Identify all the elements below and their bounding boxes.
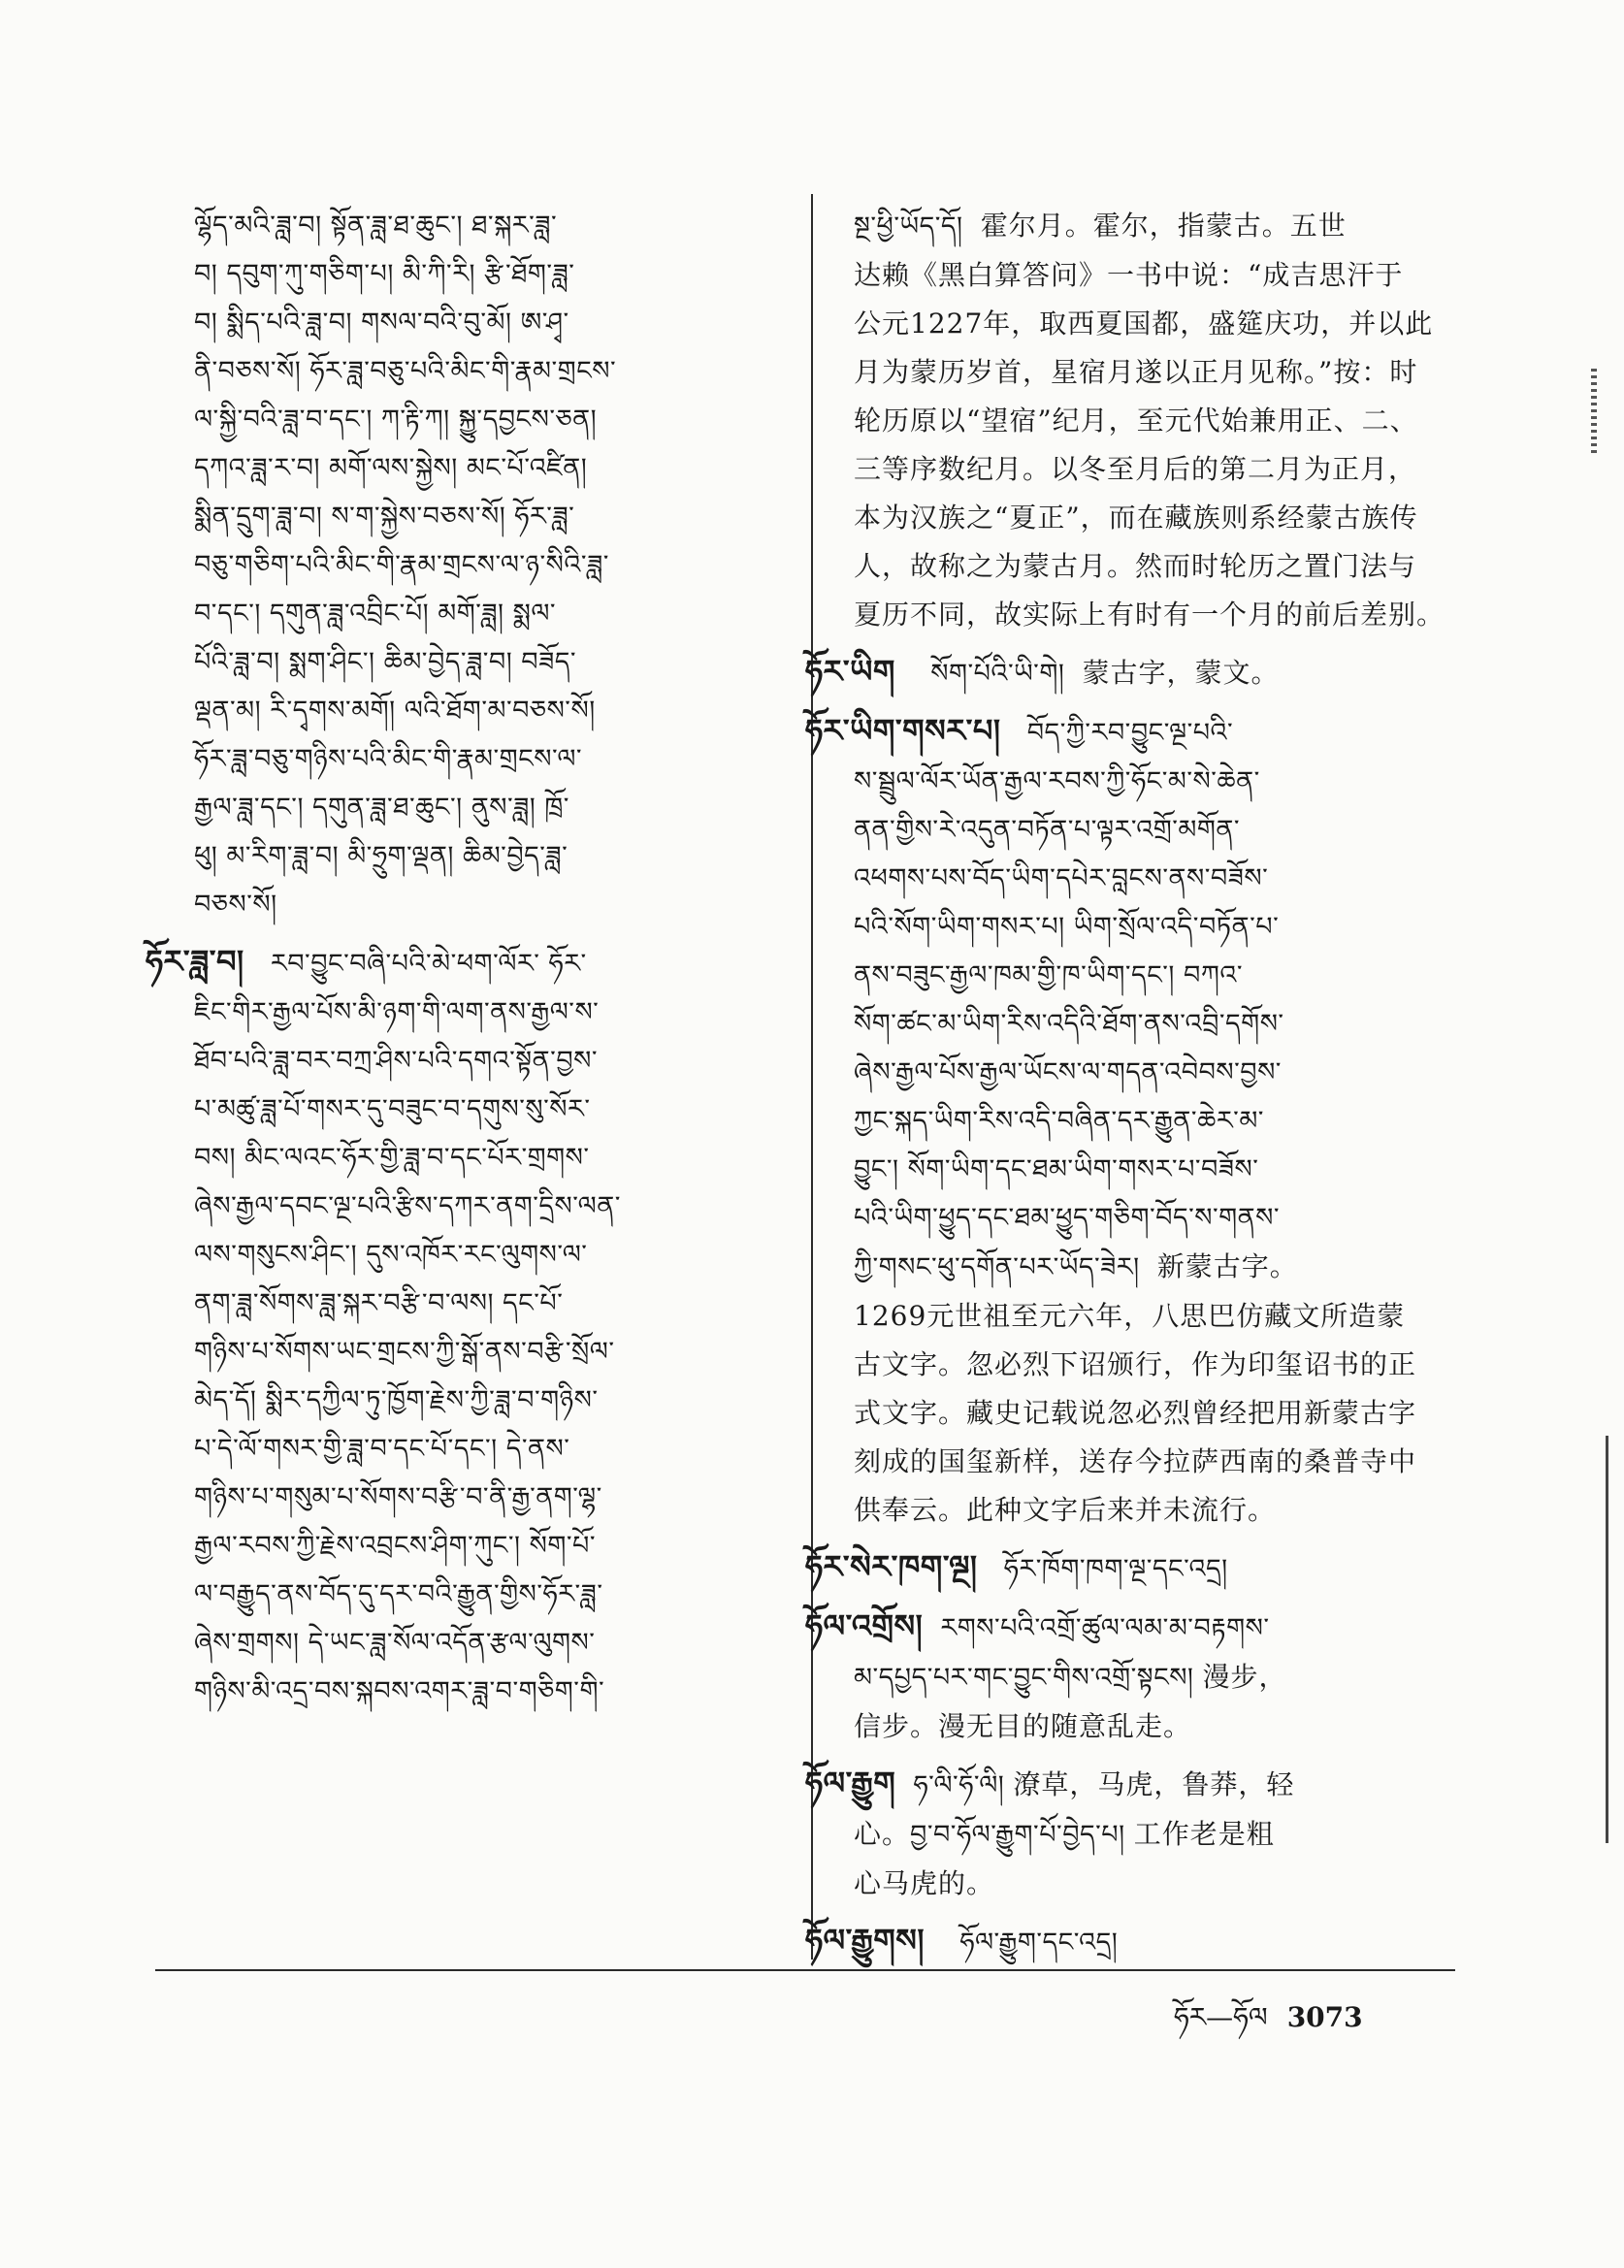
- entry-hor-zla-ba-continued: སྔ་ཕྱི་ཡོད་དོ། 霍尔月。霍尔，指蒙古。五世 达赖《黑白算答问》一书中说：“成吉思汗于 公元1227年，取西夏国都，盛筵庆功，并以此 月为蒙历岁首，星宿月遂以正月见称。”按：时 轮历原以“望宿”纪月，至元代始兼用正、二、 三等序数纪月。以冬至月后的第二月为正月， 本为汉族之“夏正”，而在藏族则系经蒙古族传 人，故称之为蒙古月。然而时轮历之置门法与 夏历不同，故实际上有时有一个月的前后差别。: [854, 210, 1445, 631]
- headword: ཧོར་ཟླ་བ།: [146, 943, 244, 980]
- headword: ཧོར་ཡིག: [805, 653, 895, 690]
- left-column: [146, 202, 796, 1724]
- headword: ཧོར་ཡིག་གསར་པ།: [805, 712, 1001, 749]
- entry-range: ཧོར—ཧོལ: [1174, 2001, 1268, 2033]
- headword: ཧོལ་རྒྱུག: [805, 1765, 896, 1801]
- right-column: [805, 202, 1475, 1975]
- entry-hor-yig-gsar-pa: ཧོར་ཡིག་གསར་པ། བོད་ཀྱི་རབ་བྱུང་ལྔ་པའི་ ས་སྦྲུལ་ལོར་ཡོན་རྒྱལ་རབས་ཀྱི་ཧོང་མ་སེ་ཆེན་ ནན་གྱིས་རེ་འདུན་བཏོན་པ་ལྟར་འགྲོ་མགོན་ འཕགས་པས་བོད་ཡིག་དཔེར་བླངས་ནས་བཟོས་ པའི་སོག་ཡིག་གསར་པ། ཡིག་སྲོལ་འདི་བཏོན་པ་ ནས་བཟུང་རྒྱལ་ཁམ་གྱི་ཁ་ཡིག་དང་། བཀའ་ སོག་ཚང་མ་ཡིག་རིས་འདིའི་ཐོག་ནས་འབྲི་དགོས་ ཞེས་རྒྱལ་པོས་རྒྱལ་ཡོངས་ལ་གདན་འབེབས་བྱས་ ཀྱང་སྐད་ཡིག་རིས་འདི་བཞིན་དར་རྒྱུན་ཆེར་མ་ བྱུང་། སོག་ཡིག་དང་ཐམ་ཡིག་གསར་པ་བཟོས་ པའི་ཡིག་ཕྱུད་དང་ཐམ་ཕྱུད་གཅིག་བོད་ས་གནས་ ཀྱི་གསང་ཕུ་དགོན་པར་ཡོད་ཟེར། 新蒙古字。 1269元世祖至元六年，八思巴仿藏文所造蒙 古文字。忽必烈下诏颁行，作为印玺诏书的正 式文字。藏史记载说忽必烈曾经把用新蒙古字 刻成的国玺新样，送存今拉萨西南的桑普寺中 供奉云。此种文字后来并未流行。: [805, 712, 1417, 1526]
- entry-hor-ser-khag-lnga: ཧོར་སེར་ཁག་ལྔ། ཧོར་ཁོག་ཁག་ལྔ་དང་འདྲ།: [805, 1548, 1228, 1585]
- entry-hol-rgyug: ཧོལ་རྒྱུག ཧ་ལི་ཧོ་ལི། 潦草，马虎，鲁莽，轻 心。བྱ་བ་ཧོལ་རྒྱུག་པོ་བྱེད་པ། 工作老是粗 心马虎的。: [805, 1765, 1295, 1899]
- scan-edge-marks: [1591, 369, 1597, 456]
- column-divider: [811, 194, 813, 1960]
- headword: ཧོལ་འགྲོས།: [805, 1607, 924, 1644]
- entry-hor-yig: ཧོར་ཡིག སོག་པོའི་ཡི་གེ། 蒙古字，蒙文。: [805, 653, 1280, 690]
- continued-entry: ལྷོད་མའི་ཟླ་བ། སྟོན་ཟླ་ཐ་ཆུང་། ཐ་སྐར་ཟླ་ བ། དབུག་ཀུ་གཅིག་པ། མི་ཀི་རི། རྩི་ཐོག་ཟླ་ བ། སྨིད་པའི་ཟླ་བ། གསལ་བའི་བུ་མོ། ཨ་ཤྭ་ ནི་བཅས་སོ། ཧོར་ཟླ་བཅུ་པའི་མིང་གི་རྣམ་གྲངས་ ལ་སྐྱི་བའི་ཟླ་བ་དང་། ཀ་རྟི་ཀ། སྐྱུ་དབྱངས་ཅན། དཀའ་ཟླ་ར་བ། མགོ་ལས་སྐྱེས། མང་པོ་འཛིན། སྨིན་དྲུག་ཟླ་བ། ས་ག་སྐྱེས་བཅས་སོ། ཧོར་ཟླ་ བཅུ་གཅིག་པའི་མིང་གི་རྣམ་གྲངས་ལ་ཉ་སིའི་ཟླ་ བ་དང་། དགུན་ཟླ་འབྲིང་པོ། མགོ་ཟླ། སྨལ་ པོའི་ཟླ་བ། སྨག་ཤིང་། ཆིམ་བྱེད་ཟླ་བ། བཟོད་ ལྡན་མ། རི་དྭགས་མགོ། ལའི་ཐོག་མ་བཅས་སོ། ཧོར་ཟླ་བཅུ་གཉིས་པའི་མིང་གི་རྣམ་གྲངས་ལ་ རྒྱལ་ཟླ་དང་། དགུན་ཟླ་ཐ་ཆུང་། ནུས་ཟླ། ཁྲོ་ ཕུ། མ་རིག་ཟླ་བ། མི་ཧྲུག་ལྡན། ཆིམ་བྱེད་ཟླ་ བཅས་སོ།: [194, 211, 617, 920]
- entry-hol-rgyugs: ཧོལ་རྒྱུགས། ཧོལ་རྒྱུག་དང་འདྲ།: [805, 1922, 1119, 1959]
- page-number: 3073: [1286, 2001, 1363, 2033]
- entry-hor-zla-ba: ཧོར་ཟླ་བ། རབ་བྱུང་བཞི་པའི་མེ་ཕག་ལོར་ ཧོར་ ཇིང་གིར་རྒྱལ་པོས་མི་ཉག་གི་ལག་ནས་རྒྱལ་ས་ ཐོབ་པའི་ཟླ་བར་བཀྲ་ཤིས་པའི་དགའ་སྟོན་བྱས་ པ་མཚུ་ཟླ་པོ་གསར་དུ་བཟུང་བ་དགུས་སུ་སོར་ བས། མིང་ལའང་ཧོར་གྱི་ཟླ་བ་དང་པོར་གྲགས་ ཞེས་རྒྱལ་དབང་ལྔ་པའི་རྩིས་དཀར་ནག་དྲིས་ལན་ ལས་གསུངས་ཤིང་། དུས་འཁོར་རང་ལུགས་ལ་ ནག་ཟླ་སོགས་ཟླ་སྐར་བརྩི་བ་ལས། དང་པོ་ གཉིས་པ་སོགས་ཡང་གྲངས་ཀྱི་སྒོ་ནས་བརྩི་སྲོལ་ མེད་དོ། སྨིར་དཀྱིལ་ཏུ་ཁྱོག་རྗེས་ཀྱི་ཟླ་བ་གཉིས་ པ་དེ་ལོ་གསར་གྱི་ཟླ་བ་དང་པོ་དང་། དེ་ནས་ གཉིས་པ་གསུམ་པ་སོགས་བརྩི་བ་ནི་རྒྱ་ནག་ལྷ་ རྒྱལ་རབས་ཀྱི་རྗེས་འབྲངས་ཤིག་ཀུང་། སོག་པོ་ ལ་བརྒྱུད་ནས་བོད་དུ་དར་བའི་རྒྱུན་གྱིས་ཧོར་ཟླ་ ཞེས་གྲགས། དེ་ཡང་ཟླ་སོལ་འདོན་རྩལ་ལུགས་ གཉིས་མི་འདྲ་བས་སྐབས་འགར་ཟླ་བ་གཅིག་གི་: [146, 943, 621, 1706]
- page-footer: [1174, 1987, 1363, 2063]
- scan-edge-line: [1606, 1436, 1608, 1843]
- headword: ཧོར་སེར་ཁག་ལྔ།: [805, 1548, 978, 1585]
- entry-hol-gros: ཧོལ་འགྲོས། རགས་པའི་འགྲོ་ཚུལ་ལམ་མ་བརྟགས་ མ་དཔྱད་པར་གང་བྱུང་གིས་འགྲོ་སྟངས། 漫步， 信步。漫无目的随意乱走。: [805, 1607, 1287, 1742]
- headword: ཧོལ་རྒྱུགས།: [805, 1922, 925, 1959]
